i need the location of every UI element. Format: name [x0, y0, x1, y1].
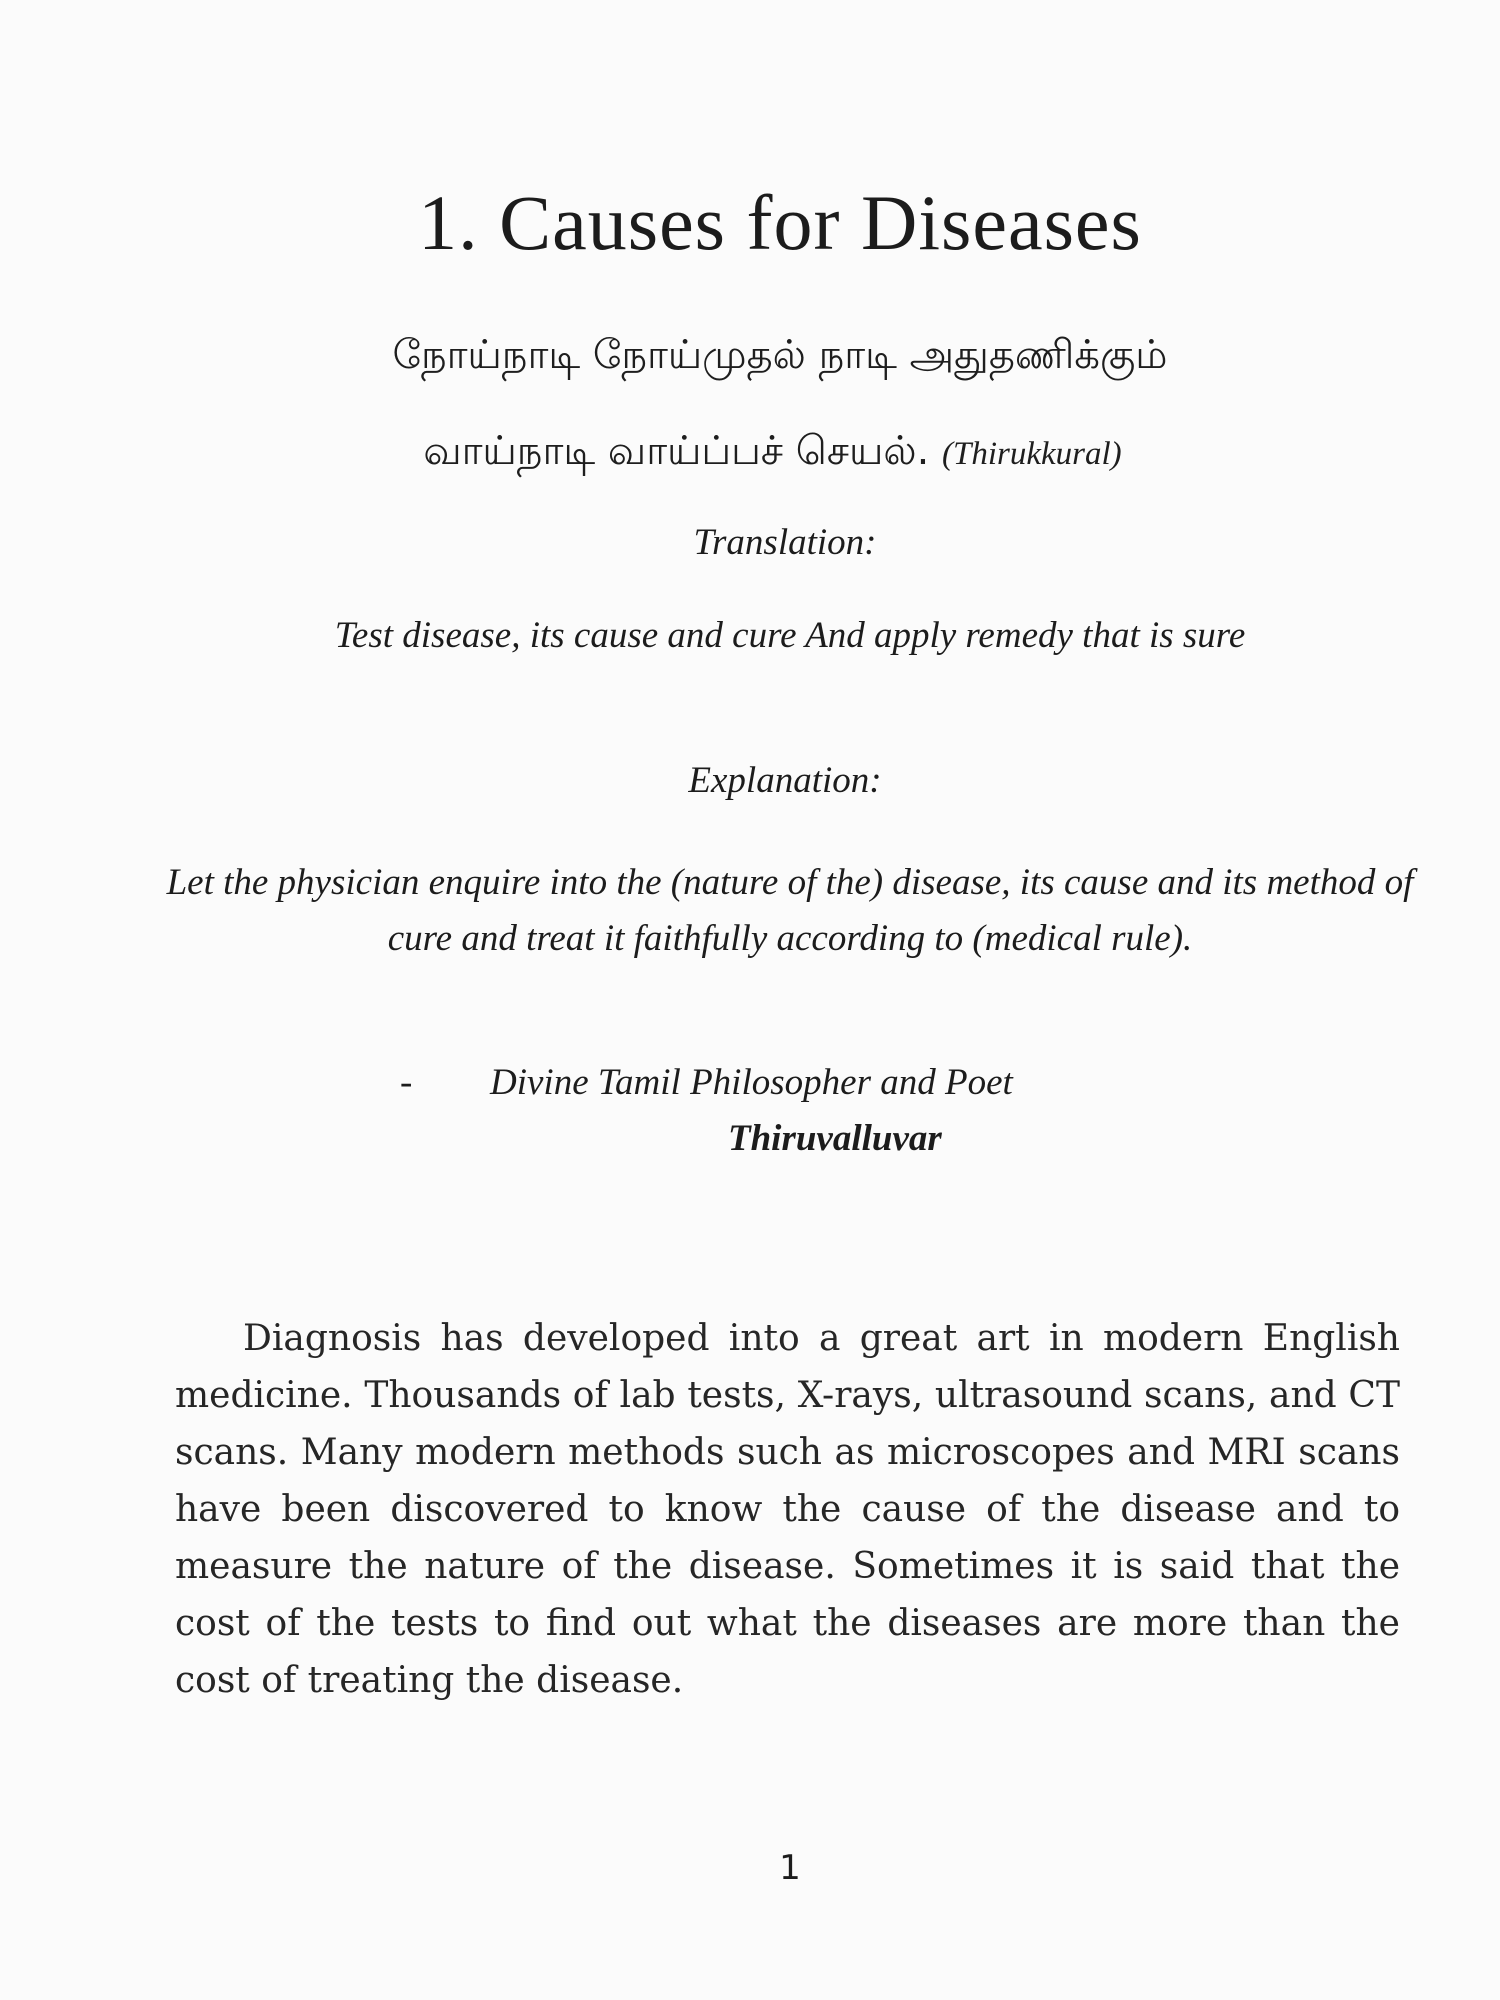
tamil-verse-line-1: நோய்நாடி நோய்முதல் நாடி அதுதணிக்கும் — [392, 332, 1168, 378]
verse-source: (Thirukkural) — [942, 436, 1122, 472]
attribution-name: Thiruvalluvar — [728, 1118, 942, 1159]
explanation-text: Let the physician enquire into the (nature of the) disease, its cause and its method of cure and treat it faithfully according to (medical rule). — [166, 862, 1414, 959]
attribution-dash: - — [400, 1062, 413, 1103]
translation-text: Test disease, its cause and cure And apply remedy that is sure — [334, 615, 1246, 656]
tamil-verse-line-2 — [0, 428, 1500, 479]
explanation-label: Explanation: — [688, 760, 882, 801]
tamil-verse-line-2-text: வாய்நாடி வாய்ப்பச் செயல். — [423, 428, 930, 474]
translation-label: Translation: — [693, 522, 877, 563]
attribution-text: Divine Tamil Philosopher and Poet — [490, 1062, 1013, 1103]
body-paragraph: Diagnosis has developed into a great art in modern English medicine. Thousands of lab tests, X-rays, ultrasound scans, and CT scans. Many modern methods such as microscopes and MRI scans have been discovered to know the cause of the disease and to measure the nature of the disease. Sometimes it is said that the cost of the tests to find out what the diseases are more than the cost of treating the disease. — [175, 1318, 1400, 1701]
attribution — [400, 1055, 1013, 1167]
page-number: 1 — [779, 1848, 801, 1888]
chapter-title: 1. Causes for Diseases — [418, 179, 1142, 266]
